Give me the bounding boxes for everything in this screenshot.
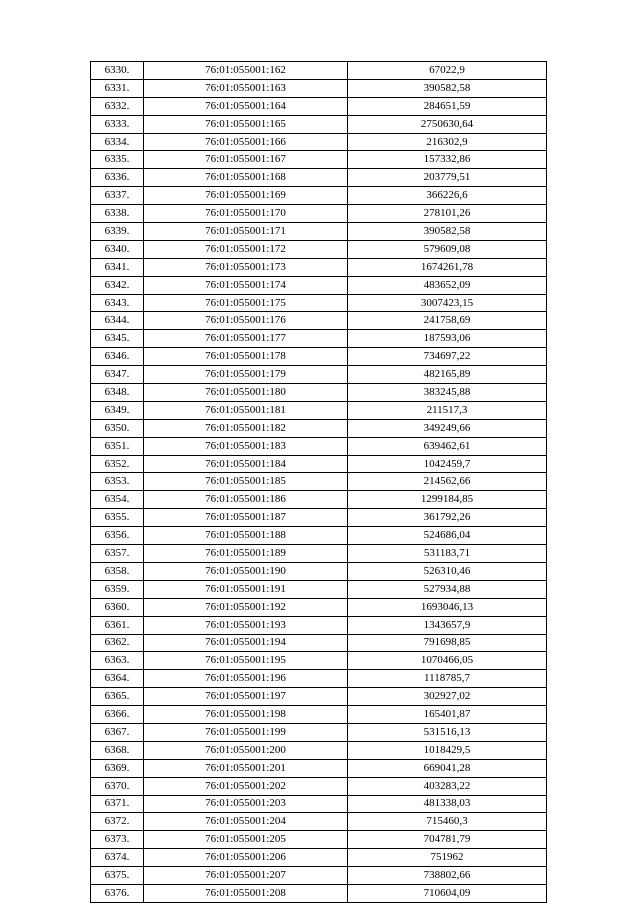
cadastral-number-cell: 76:01:055001:206 [144,849,348,867]
cadastral-value-cell: 531516,13 [348,723,547,741]
table-row [91,849,547,867]
cadastral-value-cell: 669041,28 [348,759,547,777]
cadastral-number-cell: 76:01:055001:200 [144,741,348,759]
cadastral-value-cell: 3007423,15 [348,294,547,312]
cadastral-number-cell: 76:01:055001:164 [144,97,348,115]
cadastral-value-cell: 482165,89 [348,366,547,384]
cadastral-value-cell: 1118785,7 [348,670,547,688]
cadastral-number-cell: 76:01:055001:196 [144,670,348,688]
cadastral-number-cell: 76:01:055001:205 [144,831,348,849]
table-row [91,419,547,437]
row-number-cell: 6376. [91,884,144,902]
row-number-cell: 6336. [91,169,144,187]
cadastral-value-cell: 366226,6 [348,187,547,205]
row-number-cell: 6332. [91,97,144,115]
cadastral-number-cell: 76:01:055001:188 [144,527,348,545]
cadastral-value-cell: 791698,85 [348,634,547,652]
table-row [91,688,547,706]
table-row [91,867,547,885]
cadastral-number-cell: 76:01:055001:203 [144,795,348,813]
cadastral-value-cell: 1343657,9 [348,616,547,634]
row-number-cell: 6355. [91,509,144,527]
row-number-cell: 6369. [91,759,144,777]
row-number-cell: 6345. [91,330,144,348]
row-number-cell: 6354. [91,491,144,509]
cadastral-value-cell: 1674261,78 [348,258,547,276]
row-number-cell: 6358. [91,562,144,580]
cadastral-number-cell: 76:01:055001:182 [144,419,348,437]
table-row [91,62,547,80]
cadastral-value-cell: 738802,66 [348,867,547,885]
cadastral-value-cell: 157332,86 [348,151,547,169]
cadastral-value-cell: 579609,08 [348,240,547,258]
cadastral-value-cell: 403283,22 [348,777,547,795]
row-number-cell: 6353. [91,473,144,491]
table-row [91,473,547,491]
table-row [91,384,547,402]
cadastral-value-cell: 67022,9 [348,62,547,80]
cadastral-number-cell: 76:01:055001:191 [144,580,348,598]
row-number-cell: 6342. [91,276,144,294]
cadastral-value-cell: 531183,71 [348,545,547,563]
cadastral-value-cell: 734697,22 [348,348,547,366]
cadastral-number-cell: 76:01:055001:167 [144,151,348,169]
cadastral-number-cell: 76:01:055001:180 [144,384,348,402]
cadastral-value-cell: 390582,58 [348,223,547,241]
cadastral-number-cell: 76:01:055001:198 [144,706,348,724]
cadastral-number-cell: 76:01:055001:194 [144,634,348,652]
table-row [91,580,547,598]
cadastral-number-cell: 76:01:055001:202 [144,777,348,795]
cadastral-number-cell: 76:01:055001:166 [144,133,348,151]
cadastral-value-cell: 349249,66 [348,419,547,437]
cadastral-value-cell: 361792,26 [348,509,547,527]
row-number-cell: 6364. [91,670,144,688]
cadastral-number-cell: 76:01:055001:174 [144,276,348,294]
table-row [91,795,547,813]
cadastral-value-cell: 187593,06 [348,330,547,348]
cadastral-value-cell: 527934,88 [348,580,547,598]
row-number-cell: 6349. [91,401,144,419]
row-number-cell: 6375. [91,867,144,885]
cadastral-value-cell: 1070466,05 [348,652,547,670]
table-row [91,598,547,616]
table-row [91,79,547,97]
cadastral-value-cell: 481338,03 [348,795,547,813]
table-row [91,294,547,312]
table-row [91,777,547,795]
cadastral-number-cell: 76:01:055001:189 [144,545,348,563]
row-number-cell: 6331. [91,79,144,97]
table-row [91,634,547,652]
table-row [91,562,547,580]
row-number-cell: 6335. [91,151,144,169]
cadastral-value-cell: 284651,59 [348,97,547,115]
table-row [91,527,547,545]
table-body [91,62,547,903]
row-number-cell: 6356. [91,527,144,545]
cadastral-number-cell: 76:01:055001:197 [144,688,348,706]
table-row [91,401,547,419]
cadastral-value-cell: 526310,46 [348,562,547,580]
cadastral-value-cell: 302927,02 [348,688,547,706]
cadastral-value-cell: 751962 [348,849,547,867]
table-row [91,455,547,473]
table-row [91,706,547,724]
table-row [91,276,547,294]
cadastral-number-cell: 76:01:055001:185 [144,473,348,491]
row-number-cell: 6361. [91,616,144,634]
cadastral-value-cell: 214562,66 [348,473,547,491]
cadastral-number-cell: 76:01:055001:169 [144,187,348,205]
cadastral-value-cell: 390582,58 [348,79,547,97]
cadastral-number-cell: 76:01:055001:184 [144,455,348,473]
cadastral-value-table [90,61,547,903]
cadastral-value-cell: 383245,88 [348,384,547,402]
table-row [91,151,547,169]
row-number-cell: 6333. [91,115,144,133]
table-row [91,240,547,258]
table-row [91,509,547,527]
cadastral-number-cell: 76:01:055001:195 [144,652,348,670]
table-row [91,723,547,741]
cadastral-number-cell: 76:01:055001:163 [144,79,348,97]
table-row [91,545,547,563]
table-row [91,813,547,831]
row-number-cell: 6366. [91,706,144,724]
cadastral-value-cell: 278101,26 [348,205,547,223]
row-number-cell: 6351. [91,437,144,455]
row-number-cell: 6346. [91,348,144,366]
table-row [91,205,547,223]
row-number-cell: 6370. [91,777,144,795]
cadastral-number-cell: 76:01:055001:178 [144,348,348,366]
cadastral-value-cell: 1299184,85 [348,491,547,509]
cadastral-value-cell: 704781,79 [348,831,547,849]
row-number-cell: 6340. [91,240,144,258]
table-row [91,652,547,670]
cadastral-value-cell: 715460,3 [348,813,547,831]
cadastral-number-cell: 76:01:055001:193 [144,616,348,634]
table-row [91,312,547,330]
row-number-cell: 6374. [91,849,144,867]
table-row [91,169,547,187]
cadastral-number-cell: 76:01:055001:168 [144,169,348,187]
row-number-cell: 6338. [91,205,144,223]
table-row [91,616,547,634]
cadastral-number-cell: 76:01:055001:173 [144,258,348,276]
cadastral-value-cell: 524686,04 [348,527,547,545]
cadastral-number-cell: 76:01:055001:208 [144,884,348,902]
cadastral-number-cell: 76:01:055001:172 [144,240,348,258]
cadastral-number-cell: 76:01:055001:199 [144,723,348,741]
cadastral-number-cell: 76:01:055001:175 [144,294,348,312]
row-number-cell: 6367. [91,723,144,741]
row-number-cell: 6339. [91,223,144,241]
row-number-cell: 6330. [91,62,144,80]
cadastral-number-cell: 76:01:055001:207 [144,867,348,885]
cadastral-number-cell: 76:01:055001:192 [144,598,348,616]
cadastral-value-cell: 639462,61 [348,437,547,455]
cadastral-number-cell: 76:01:055001:201 [144,759,348,777]
cadastral-number-cell: 76:01:055001:162 [144,62,348,80]
table-row [91,670,547,688]
cadastral-value-cell: 1693046,13 [348,598,547,616]
row-number-cell: 6341. [91,258,144,276]
row-number-cell: 6337. [91,187,144,205]
row-number-cell: 6347. [91,366,144,384]
cadastral-number-cell: 76:01:055001:204 [144,813,348,831]
row-number-cell: 6365. [91,688,144,706]
cadastral-number-cell: 76:01:055001:183 [144,437,348,455]
row-number-cell: 6373. [91,831,144,849]
cadastral-value-cell: 216302,9 [348,133,547,151]
table-row [91,330,547,348]
row-number-cell: 6334. [91,133,144,151]
cadastral-number-cell: 76:01:055001:190 [144,562,348,580]
row-number-cell: 6359. [91,580,144,598]
row-number-cell: 6344. [91,312,144,330]
cadastral-value-cell: 203779,51 [348,169,547,187]
table-row [91,831,547,849]
cadastral-value-cell: 1042459,7 [348,455,547,473]
cadastral-number-cell: 76:01:055001:176 [144,312,348,330]
row-number-cell: 6368. [91,741,144,759]
cadastral-value-cell: 1018429,5 [348,741,547,759]
cadastral-number-cell: 76:01:055001:171 [144,223,348,241]
table-row [91,348,547,366]
row-number-cell: 6362. [91,634,144,652]
row-number-cell: 6352. [91,455,144,473]
row-number-cell: 6343. [91,294,144,312]
row-number-cell: 6371. [91,795,144,813]
table-row [91,97,547,115]
table-row [91,884,547,902]
row-number-cell: 6350. [91,419,144,437]
cadastral-value-cell: 211517,3 [348,401,547,419]
table-row [91,115,547,133]
cadastral-number-cell: 76:01:055001:165 [144,115,348,133]
row-number-cell: 6348. [91,384,144,402]
table-row [91,491,547,509]
cadastral-number-cell: 76:01:055001:177 [144,330,348,348]
row-number-cell: 6360. [91,598,144,616]
row-number-cell: 6372. [91,813,144,831]
table-row [91,366,547,384]
cadastral-number-cell: 76:01:055001:186 [144,491,348,509]
cadastral-value-cell: 241758,69 [348,312,547,330]
row-number-cell: 6357. [91,545,144,563]
table-row [91,133,547,151]
row-number-cell: 6363. [91,652,144,670]
table-row [91,437,547,455]
cadastral-number-cell: 76:01:055001:181 [144,401,348,419]
table-row [91,223,547,241]
table-row [91,741,547,759]
cadastral-number-cell: 76:01:055001:170 [144,205,348,223]
cadastral-value-cell: 2750630,64 [348,115,547,133]
cadastral-value-cell: 483652,09 [348,276,547,294]
cadastral-number-cell: 76:01:055001:187 [144,509,348,527]
cadastral-number-cell: 76:01:055001:179 [144,366,348,384]
table-row [91,759,547,777]
table-row [91,187,547,205]
cadastral-value-cell: 165401,87 [348,706,547,724]
table-row [91,258,547,276]
cadastral-value-cell: 710604,09 [348,884,547,902]
